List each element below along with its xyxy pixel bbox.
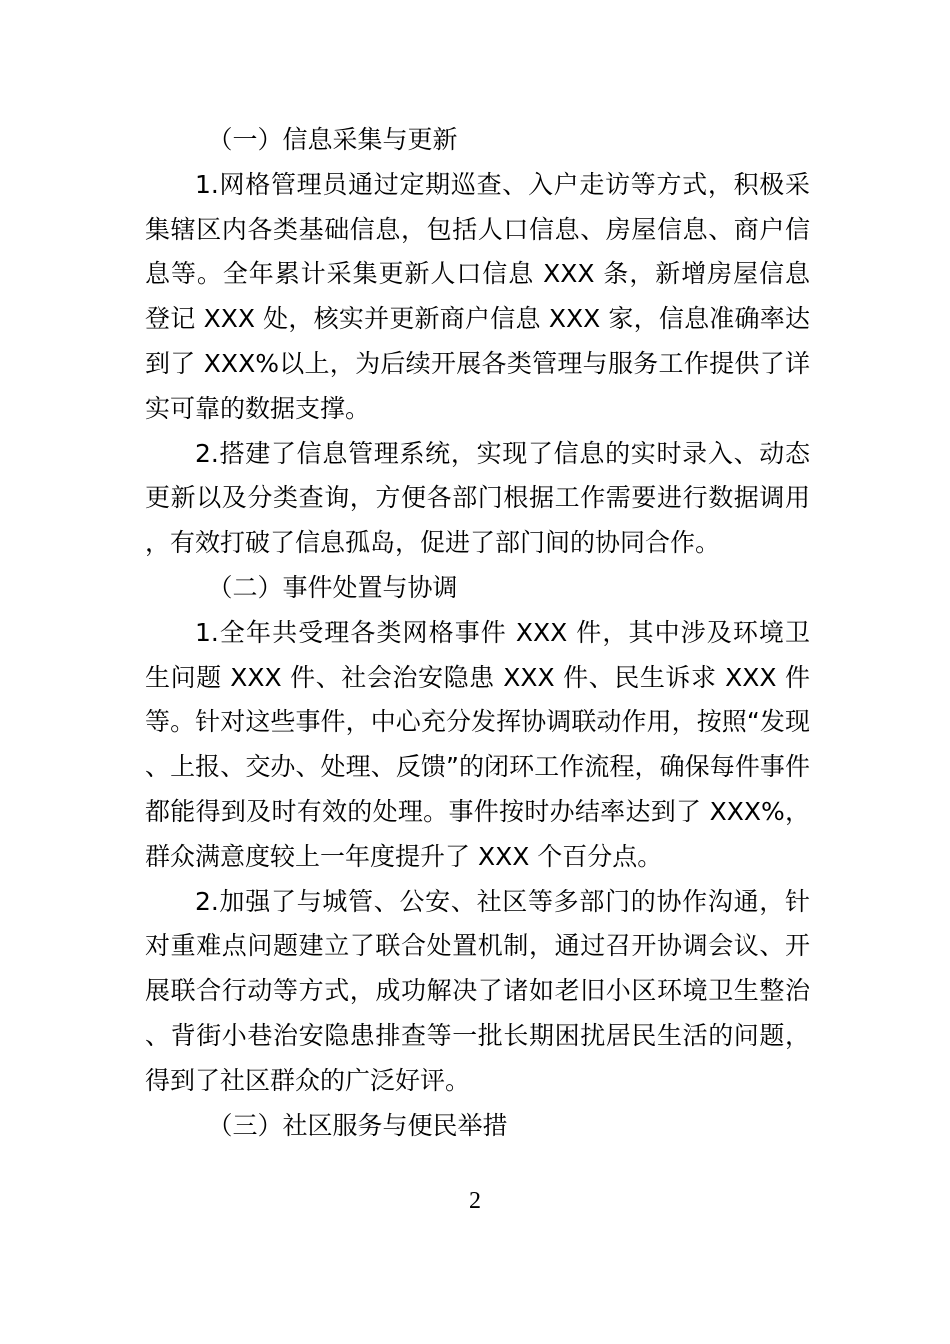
section-heading-event-handling: （二）事件处置与协调 <box>207 572 458 602</box>
paragraph-info-collection-2: 2.搭建了信息管理系统，实现了信息的实时录入、动态更新以及分类查询，方便各部门根据工作需要进行数据调用，有效打破了信息孤岛，促进了部门间的协同合作。 <box>145 438 810 558</box>
section-heading-community-service: （三）社区服务与便民举措 <box>207 1110 508 1140</box>
paragraph-event-handling-2: 2.加强了与城管、公安、社区等多部门的协作沟通，针对重难点问题建立了联合处置机制，通过召开协调会议、开展联合行动等方式，成功解决了诸如老旧小区环境卫生整治、背街小巷治安隐患排查等一批长期困扰居民生活的问题，得到了社区群众的广泛好评。 <box>145 886 810 1095</box>
document-body <box>145 118 810 1148</box>
section-heading-info-collection: （一）信息采集与更新 <box>207 125 458 154</box>
paragraph-event-handling-1: 1.全年共受理各类网格事件 XXX 件，其中涉及环境卫生问题 XXX 件、社会治安隐患 XXX 件、民生诉求 XXX 件等。针对这些事件，中心充分发挥协调联动作用，按照“发现、上报、交办、处理、反馈”的闭环工作流程，确保每件事件都能得到及时有效的处理。事件按时办结率达到了 XXX%，群众满意度较上一年度提升了 XXX 个百分点。 <box>145 617 810 871</box>
paragraph-info-collection-1: 1.网格管理员通过定期巡查、入户走访等方式，积极采集辖区内各类基础信息，包括人口信息、房屋信息、商户信息等。全年累计采集更新人口信息 XXX 条，新增房屋信息登记 XXX 处，核实并更新商户信息 XXX 家，信息准确率达到了 XXX%以上，为后续开展各类管理与服务工作提供了详实可靠的数据支撑。 <box>145 169 810 423</box>
page-number: 2 <box>469 1188 481 1214</box>
